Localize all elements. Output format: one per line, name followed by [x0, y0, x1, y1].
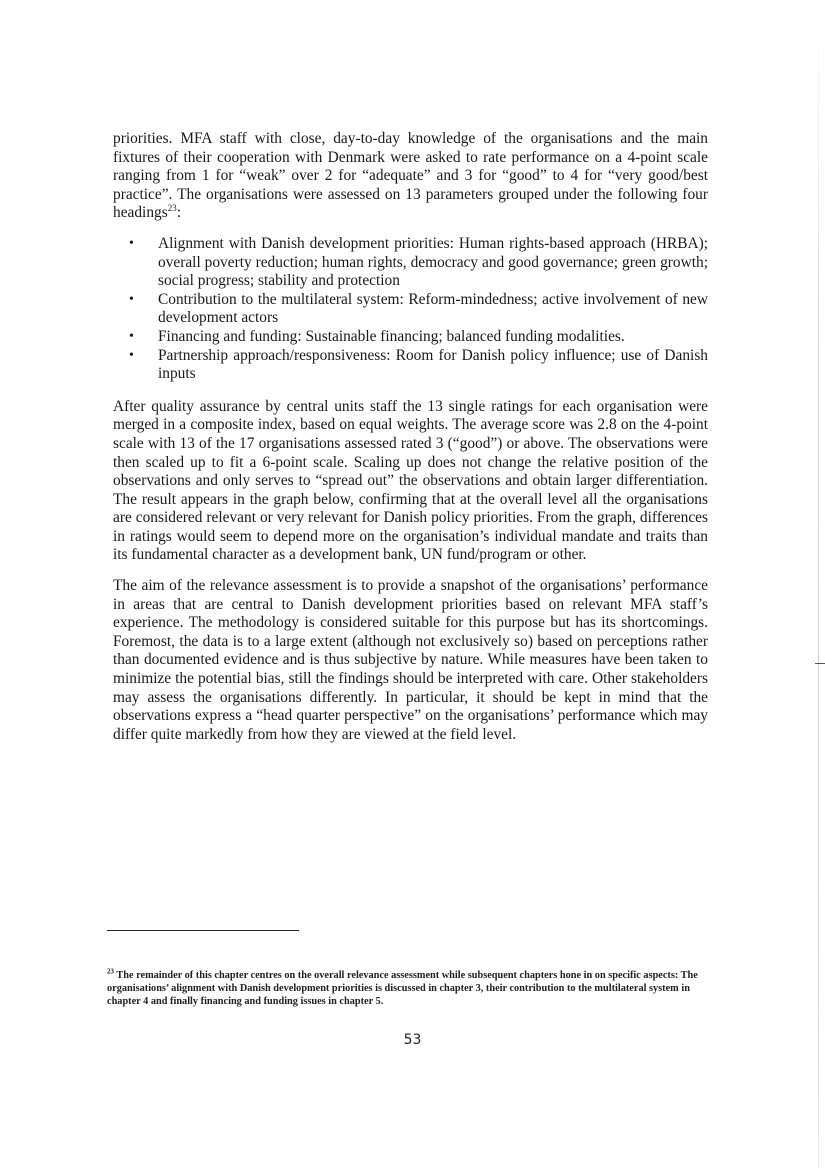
page-edge-shadow	[818, 0, 819, 1168]
page-number: 53	[403, 1032, 422, 1048]
list-item-text: Partnership approach/responsiveness: Room for Danish policy influence; use of Danish inputs	[158, 346, 708, 383]
bullet-icon: •	[129, 235, 134, 251]
footnote-divider	[107, 930, 299, 931]
paragraph-quality-assurance: After quality assurance by central units staff the 13 single ratings for each organisation were merged in a composite index, based on equal weights. The average score was 2.8 on the 4-point scale with 13 of the 17 organisations assessed rated 3 (“good”) or above. The observations were then scaled up to fit a 6-point scale. Scaling up does not change the relative position of the observations and only serves to “spread out” the observations and obtain larger differentiation. The result appears in the graph below, confirming that at the overall level all the organisations are considered relevant or very relevant for Danish policy priorities. From the graph, differences in ratings would seem to depend more on the organisation’s individual mandate and traits than its fundamental character as a development bank, UN fund/program or other.	[113, 397, 708, 564]
paragraph-priorities-text: priorities. MFA staff with close, day-to-day knowledge of the organisations and the main fixtures of their cooperation with Denmark were asked to rate performance on a 4-point scale ranging from 1 for “weak” over 2 for “adequate” and 3 for “good” to 4 for “very good/best practice”. The organisations were assessed on 13 parameters grouped under the following four headings	[113, 130, 708, 222]
footnote-marker: 23	[107, 967, 114, 976]
bullet-icon: •	[129, 328, 134, 344]
list-item	[113, 328, 708, 347]
paragraph-priorities	[113, 130, 708, 223]
list-item	[113, 347, 708, 384]
footnote-text: The remainder of this chapter centres on the overall relevance assessment while subsequent chapters hone in on specific aspects: The organisations’ alignment with Danish development priorities is discussed in chapter 3, their contribution to the multilateral system in chapter 4 and finally financing and funding issues in chapter 5.	[107, 970, 698, 1007]
list-item	[113, 291, 708, 328]
bullet-icon: •	[129, 347, 134, 363]
paragraph-priorities-trail: :	[176, 204, 181, 222]
paragraph-aim: The aim of the relevance assessment is to provide a snapshot of the organisations’ performance in areas that are central to Danish development priorities based on relevant MFA staff’s experience. The methodology is considered suitable for this purpose but has its shortcomings. Foremost, the data is to a large extent (although not exclusively so) based on perceptions rather than documented evidence and is thus subjective by nature. While measures have been taken to minimize the potential bias, still the findings should be interpreted with care. Other stakeholders may assess the organisations differently. In particular, it should be kept in mind that the observations express a “head quarter perspective” on the organisations’ performance which may differ quite markedly from how they are viewed at the field level.	[113, 577, 708, 743]
headings-list	[113, 235, 708, 384]
list-item-text: Financing and funding: Sustainable financing; balanced funding modalities.	[158, 327, 625, 345]
list-item-text: Contribution to the multilateral system: Reform-mindedness; active involvement of new development actors	[158, 290, 708, 327]
list-item-text: Alignment with Danish development priorities: Human rights-based approach (HRBA); overall poverty reduction; human rights, democracy and good governance; green growth; social progress; stability and protection	[158, 234, 708, 290]
margin-tick-mark	[815, 663, 825, 664]
bullet-icon: •	[129, 291, 134, 307]
footnote-reference[interactable]: 23	[167, 203, 177, 214]
list-item	[113, 235, 708, 291]
footnote	[107, 969, 707, 1008]
body-text	[113, 130, 708, 756]
